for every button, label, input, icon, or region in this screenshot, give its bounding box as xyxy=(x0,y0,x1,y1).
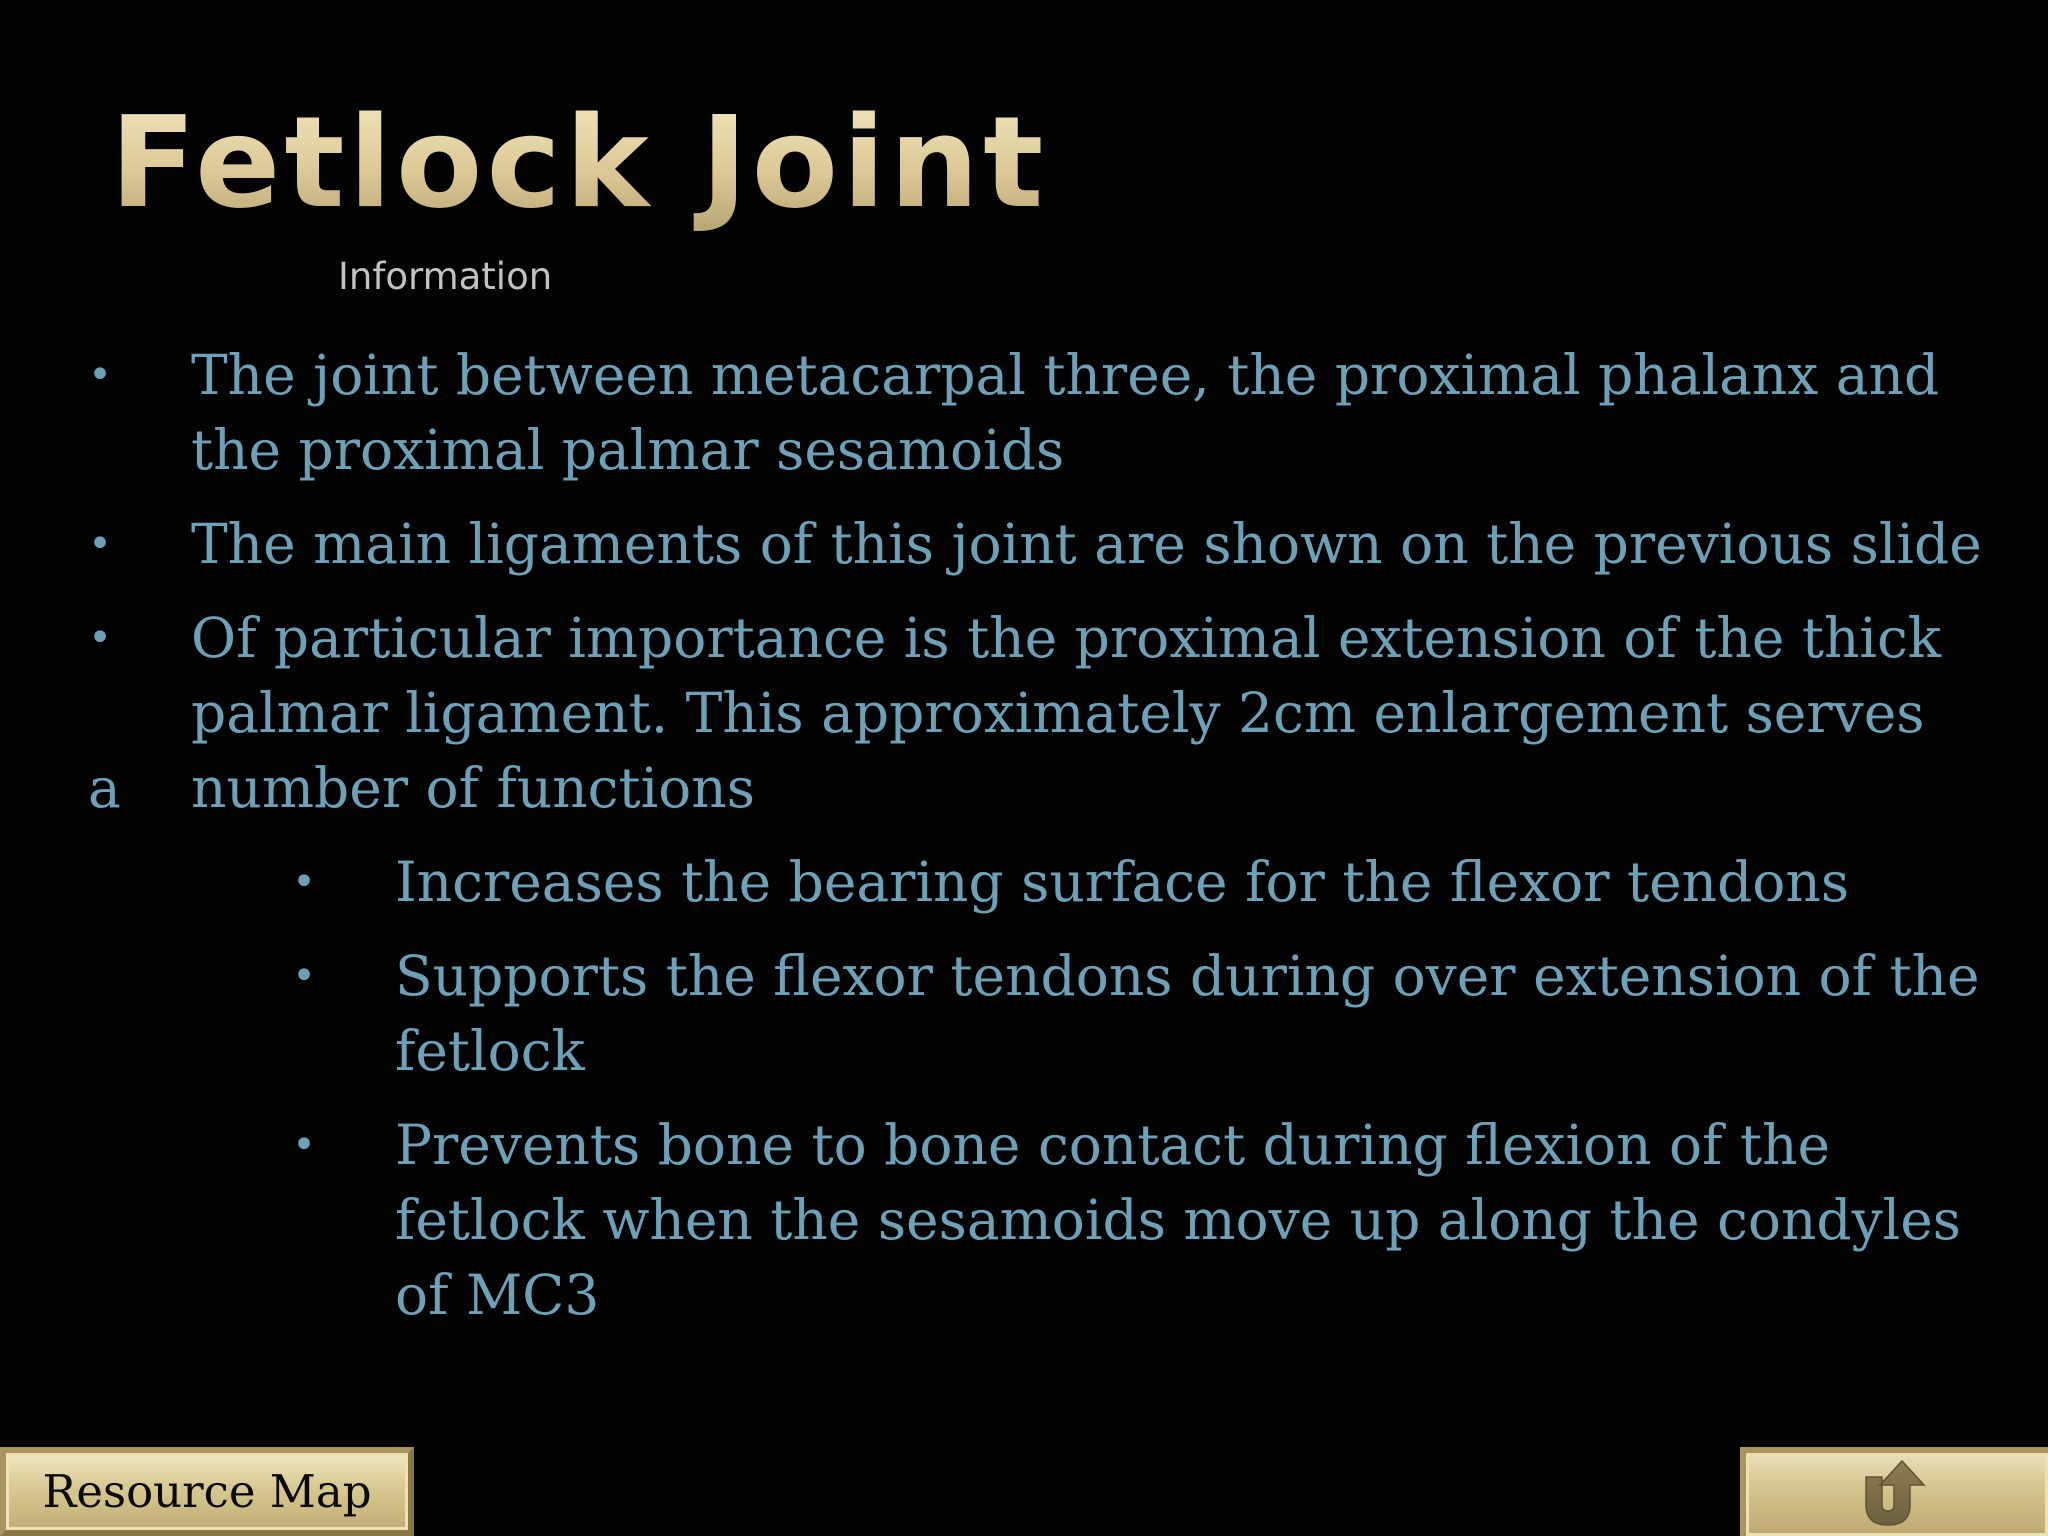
list-item xyxy=(0,1108,2000,1333)
bullet-text: Supports the flexor tendons during over extension of the fetlock xyxy=(395,944,1980,1083)
bullet-marker: • xyxy=(292,859,316,905)
list-item xyxy=(0,601,2000,826)
bullet-marker: • xyxy=(292,953,316,999)
u-turn-arrow-icon xyxy=(1856,1459,1936,1531)
bullet-marker: • xyxy=(292,1122,316,1168)
list-item xyxy=(0,338,2000,488)
bullet-text-continuation: number of functions xyxy=(191,756,755,820)
bullet-text xyxy=(191,601,2000,826)
bullet-marker: • xyxy=(88,615,112,661)
bullet-text-line: Of particular importance is the proximal extension of the thick palmar ligament. This approximately 2cm enlargement serves xyxy=(191,606,1942,745)
bullet-marker: • xyxy=(88,521,112,567)
list-item xyxy=(0,845,2000,920)
list-item xyxy=(0,507,2000,582)
list-item xyxy=(0,939,2000,1089)
resource-map-button[interactable]: Resource Map xyxy=(0,1447,414,1536)
bullet-text: The joint between metacarpal three, the proximal phalanx and the proximal palmar sesamoids xyxy=(191,343,1940,482)
bullet-list xyxy=(0,338,2000,1352)
bullet-text: The main ligaments of this joint are shown on the previous slide xyxy=(191,512,1982,576)
bullet-marker: • xyxy=(88,352,112,398)
slide-title: Fetlock Joint xyxy=(110,89,1048,236)
stray-character: a xyxy=(88,756,121,820)
return-button[interactable] xyxy=(1740,1447,2048,1536)
slide-subtitle: Information xyxy=(338,255,553,298)
bullet-text: Increases the bearing surface for the flexor tendons xyxy=(395,850,1850,914)
bullet-text: Prevents bone to bone contact during flexion of the fetlock when the sesamoids move up along the condyles of MC3 xyxy=(395,1113,1962,1327)
